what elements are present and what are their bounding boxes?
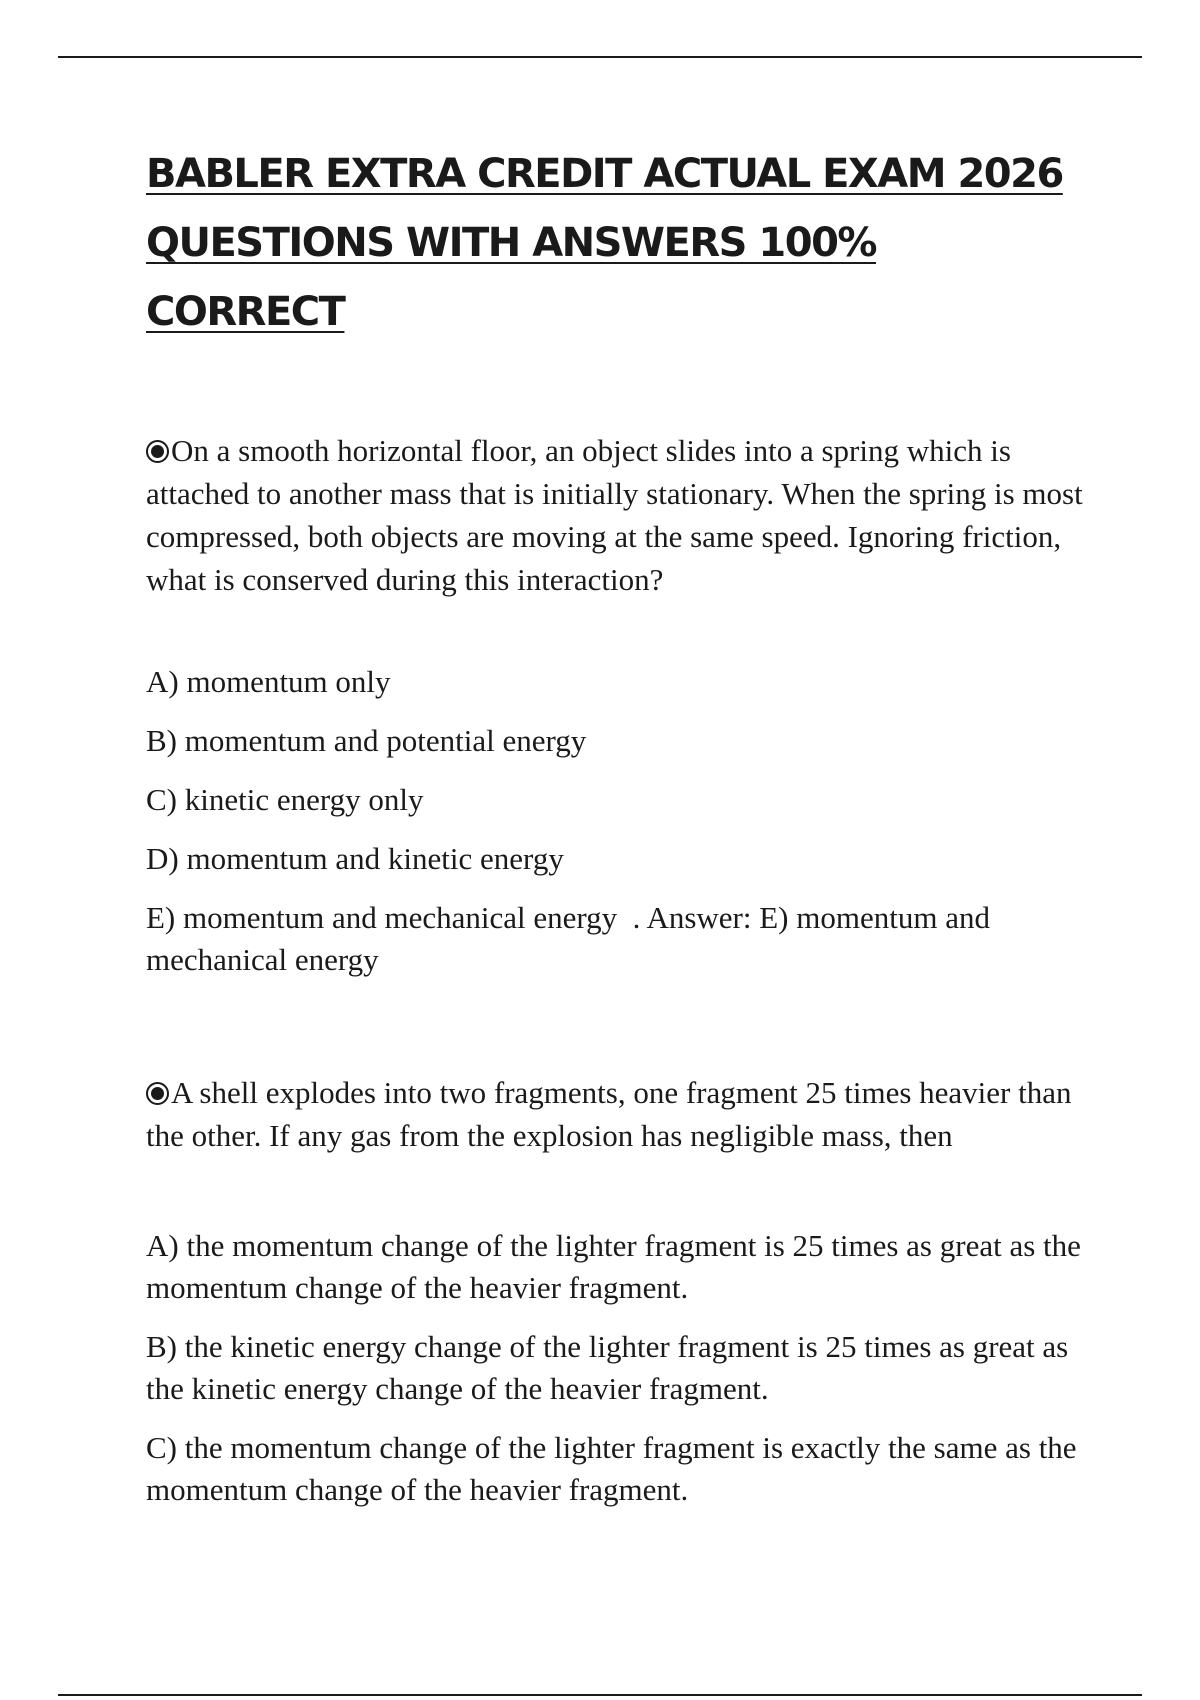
answer-text: Answer: E) momentum and mechanical energy <box>146 900 990 977</box>
document-page <box>146 140 1086 1528</box>
question-2 <box>146 1071 1086 1157</box>
document-title: BABLER EXTRA CREDIT ACTUAL EXAM 2026 QUESTIONS WITH ANSWERS 100% CORRECT <box>146 151 1063 335</box>
question-2-text: A shell explodes into two fragments, one fragment 25 times heavier than the other. If any gas from the explosion has negligible mass, then <box>146 1075 1072 1153</box>
option-item: A) the momentum change of the lighter fragment is 25 times as great as the momentum change of the heavier fragment. <box>146 1228 1081 1305</box>
option-text: E) momentum and mechanical energy <box>146 900 618 935</box>
radio-bullet-icon <box>146 440 169 463</box>
option-item: A) momentum only <box>146 664 391 699</box>
radio-bullet-icon <box>146 1082 169 1105</box>
answer-separator: . <box>617 900 647 935</box>
question-1 <box>146 429 1086 601</box>
option-item: B) momentum and potential energy <box>146 723 587 758</box>
question-1-options <box>146 661 1086 981</box>
top-divider <box>58 56 1142 58</box>
option-item: D) momentum and kinetic energy <box>146 841 564 876</box>
option-item: B) the kinetic energy change of the lighter fragment is 25 times as great as the kinetic energy change of the heavier fragment. <box>146 1329 1069 1406</box>
question-1-text: On a smooth horizontal floor, an object slides into a spring which is attached to another mass that is initially stationary. When the spring is most compressed, both objects are moving at the same speed. Ignoring friction, what is conserved during this interaction? <box>146 433 1083 597</box>
option-item-with-answer <box>146 897 1086 981</box>
option-item: C) the momentum change of the lighter fragment is exactly the same as the momentum change of the heavier fragment. <box>146 1430 1077 1507</box>
bottom-divider <box>58 1694 1142 1696</box>
option-item: C) kinetic energy only <box>146 782 424 817</box>
question-2-options <box>146 1225 1086 1511</box>
